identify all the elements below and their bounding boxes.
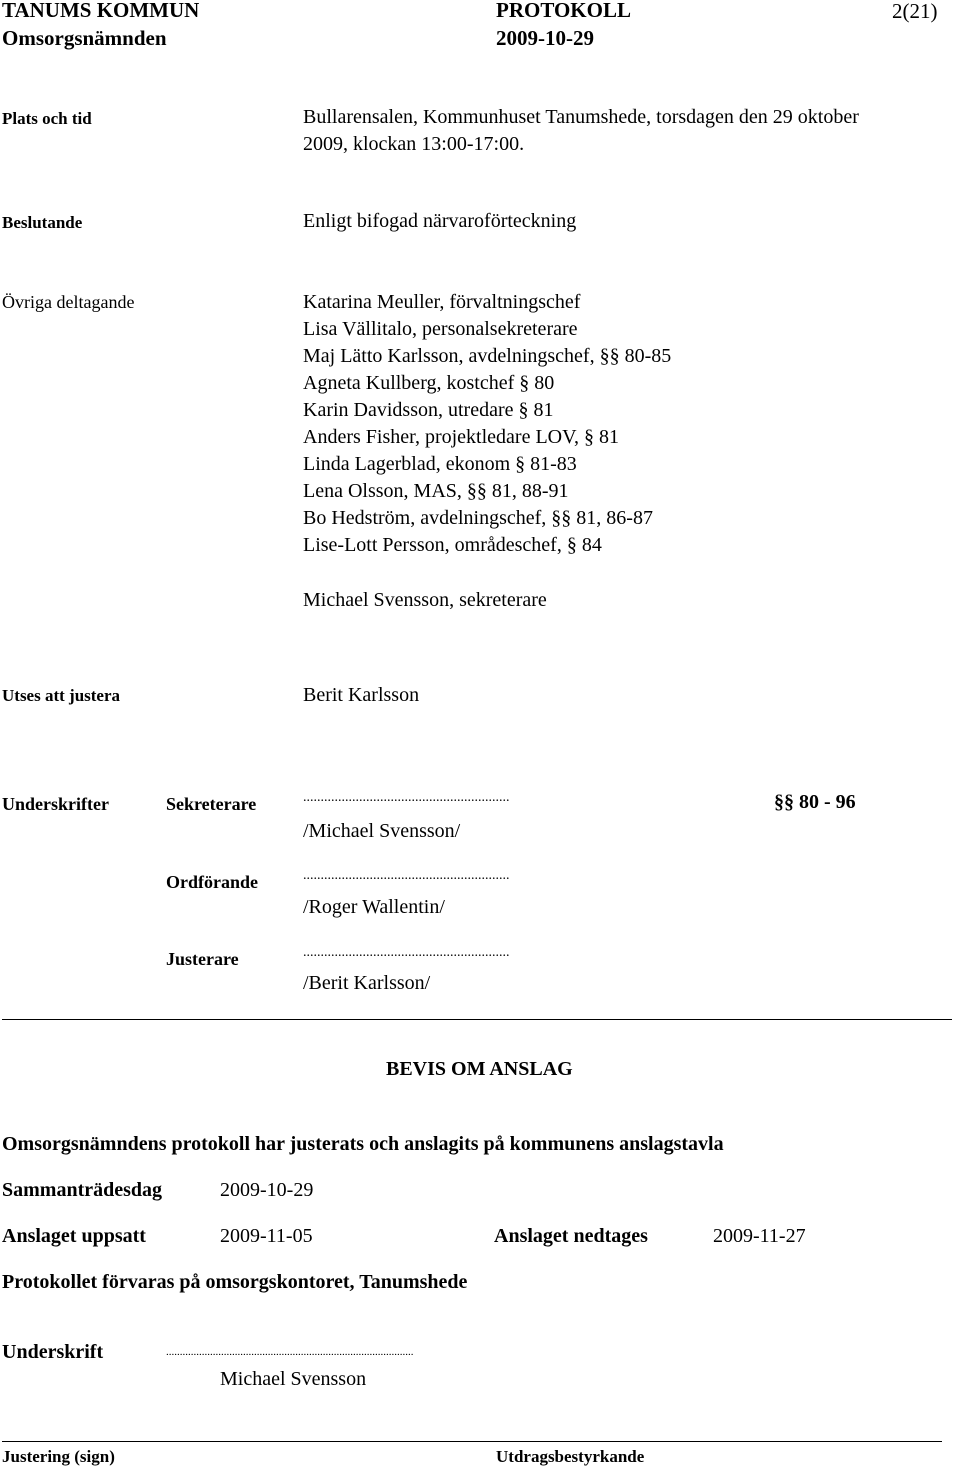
- footer-left: Justering (sign): [2, 1447, 115, 1466]
- removed-date: 2009-11-27: [713, 1225, 806, 1247]
- participant: Linda Lagerblad, ekonom § 81-83: [303, 453, 577, 475]
- adjuster-signature-line: ...........................................................: [303, 945, 510, 960]
- header-date: 2009-10-29: [496, 26, 594, 50]
- footer-right: Utdragsbestyrkande: [496, 1447, 645, 1466]
- participant: Karin Davidsson, utredare § 81: [303, 399, 554, 421]
- removed-label: Anslaget nedtages: [494, 1225, 648, 1247]
- section-divider: [2, 1019, 952, 1020]
- signatures-label: Underskrifter: [2, 794, 109, 814]
- adjuster-name: /Berit Karlsson/: [303, 972, 431, 994]
- adjuster-sign-label: Justerare: [166, 949, 239, 969]
- participant: Lena Olsson, MAS, §§ 81, 88-91: [303, 480, 569, 502]
- secretary-sign-label: Sekreterare: [166, 794, 257, 814]
- participant: Anders Fisher, projektledare LOV, § 81: [303, 426, 619, 448]
- deciding-label: Beslutande: [2, 213, 83, 232]
- deciding-value: Enligt bifogad närvaroförteckning: [303, 210, 577, 232]
- place-line-2: 2009, klockan 13:00-17:00.: [303, 133, 525, 155]
- signature-name: Michael Svensson: [220, 1368, 367, 1390]
- header-org: TANUMS KOMMUN: [2, 0, 200, 22]
- posted-date: 2009-11-05: [220, 1225, 313, 1247]
- place-line-1: Bullarensalen, Kommunhuset Tanumshede, torsdagen den 29 oktober: [303, 106, 859, 128]
- posted-label: Anslaget uppsatt: [2, 1225, 146, 1247]
- participant: Maj Lätto Karlsson, avdelningschef, §§ 80-85: [303, 345, 672, 367]
- participant: Lisa Vällitalo, personalsekreterare: [303, 318, 578, 340]
- participants-list: [303, 289, 671, 559]
- participant: Katarina Meuller, förvaltningschef: [303, 291, 581, 313]
- place-label: Plats och tid: [2, 109, 92, 128]
- participant: Bo Hedström, avdelningschef, §§ 81, 86-87: [303, 507, 653, 529]
- secretary-line: Michael Svensson, sekreterare: [303, 589, 547, 611]
- notice-title: BEVIS OM ANSLAG: [386, 1058, 573, 1080]
- adjuster-label: Utses att justera: [2, 686, 121, 705]
- secretary-signature-line: ...........................................................: [303, 790, 510, 805]
- secretary-name: /Michael Svensson/: [303, 820, 461, 842]
- chair-sign-label: Ordförande: [166, 872, 258, 892]
- header-page: 2(21): [892, 0, 938, 23]
- chair-signature-line: ...........................................................: [303, 868, 510, 883]
- signature-label: Underskrift: [2, 1341, 104, 1363]
- footer-divider: [2, 1441, 942, 1442]
- adjuster-value: Berit Karlsson: [303, 684, 420, 706]
- others-label: Övriga deltagande: [2, 292, 135, 312]
- notice-statement: Omsorgsnämndens protokoll har justerats och anslagits på kommunens anslagstavla: [2, 1133, 724, 1155]
- chair-name: /Roger Wallentin/: [303, 896, 445, 918]
- signature-line: ..........................................................................................: [166, 1346, 414, 1358]
- secretary-paragraphs: §§ 80 - 96: [774, 791, 856, 813]
- participant: Lise-Lott Persson, områdeschef, § 84: [303, 534, 602, 556]
- header-committee: Omsorgsnämnden: [2, 26, 167, 50]
- storage-note: Protokollet förvaras på omsorgskontoret, Tanumshede: [2, 1271, 468, 1293]
- participant: Agneta Kullberg, kostchef § 80: [303, 372, 555, 394]
- meeting-date: 2009-10-29: [220, 1179, 314, 1201]
- header-doc-type: PROTOKOLL: [496, 0, 631, 22]
- meeting-date-label: Sammanträdesdag: [2, 1179, 163, 1201]
